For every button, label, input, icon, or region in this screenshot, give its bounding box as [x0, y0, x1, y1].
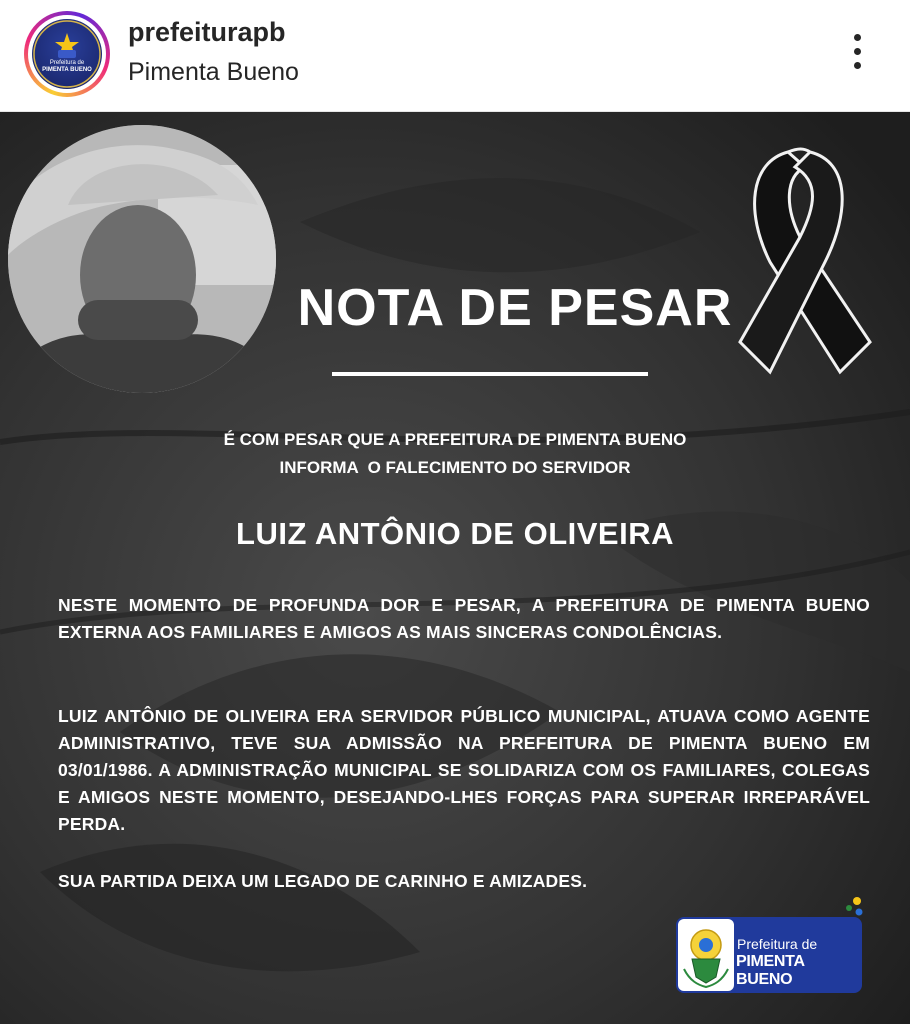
condolence-paragraph: NESTE MOMENTO DE PROFUNDA DOR E PESAR, A PREFEITURA DE PIMENTA BUENO EXTERNA AOS FAMILIARES E AMIGOS AS MAIS SINCERAS CONDOLÊNCIAS. [58, 595, 870, 642]
post-header [0, 0, 910, 112]
intro-line-1: É COM PESAR QUE A PREFEITURA DE PIMENTA BUENO [223, 430, 687, 449]
location-link[interactable]: Pimenta Bueno [128, 58, 299, 86]
person-portrait [8, 125, 276, 393]
more-vertical-icon [854, 34, 861, 41]
avatar-text-line2: PIMENTA BUENO [42, 67, 92, 73]
avatar-text-line1: Prefeitura de [49, 60, 85, 66]
legacy-paragraph: SUA PARTIDA DEIXA UM LEGADO DE CARINHO E AMIZADES. [58, 871, 588, 891]
deceased-name: LUIZ ANTÔNIO DE OLIVEIRA [236, 516, 674, 551]
logo-text-line1: Prefeitura de [737, 936, 818, 952]
username-link[interactable]: prefeiturapb [128, 17, 286, 47]
mourning-ribbon-icon [730, 142, 910, 382]
biography-paragraph: LUIZ ANTÔNIO DE OLIVEIRA ERA SERVIDOR PÚBLICO MUNICIPAL, ATUAVA COMO AGENTE ADMINISTRATIVO, TEVE SUA ADMISSÃO NA PREFEITURA DE PIMENTA BUENO EM 03/01/1986. A ADMINISTRAÇÃO MUNICIPAL SE SOLIDARIZA COM OS FAMILIARES, COLEGAS E AMIGOS NESTE MOMENTO, DESEJANDO-LHES FORÇAS PARA SUPERAR IRREPARÁVEL PERDA. [58, 706, 870, 834]
star-emblem-icon [32, 19, 102, 89]
more-vertical-icon-dot [854, 62, 861, 69]
profile-avatar[interactable] [24, 11, 110, 97]
post-image[interactable] [0, 112, 910, 1024]
title-divider [332, 372, 648, 376]
logo-dots-icon [843, 895, 867, 919]
more-vertical-icon-dot [854, 48, 861, 55]
logo-text-line2: PIMENTA BUENO [736, 953, 805, 988]
servidor-photo [8, 125, 276, 393]
notice-title: NOTA DE PESAR [297, 279, 733, 337]
more-options-button[interactable] [843, 30, 873, 74]
intro-line-2: INFORMA O FALECIMENTO DO SERVIDOR [279, 458, 631, 477]
prefeitura-footer-logo [676, 917, 862, 993]
coat-of-arms-icon [678, 919, 734, 991]
avatar-border [28, 15, 106, 93]
prefeitura-logo-avatar [32, 19, 102, 89]
notice-intro [110, 426, 800, 482]
